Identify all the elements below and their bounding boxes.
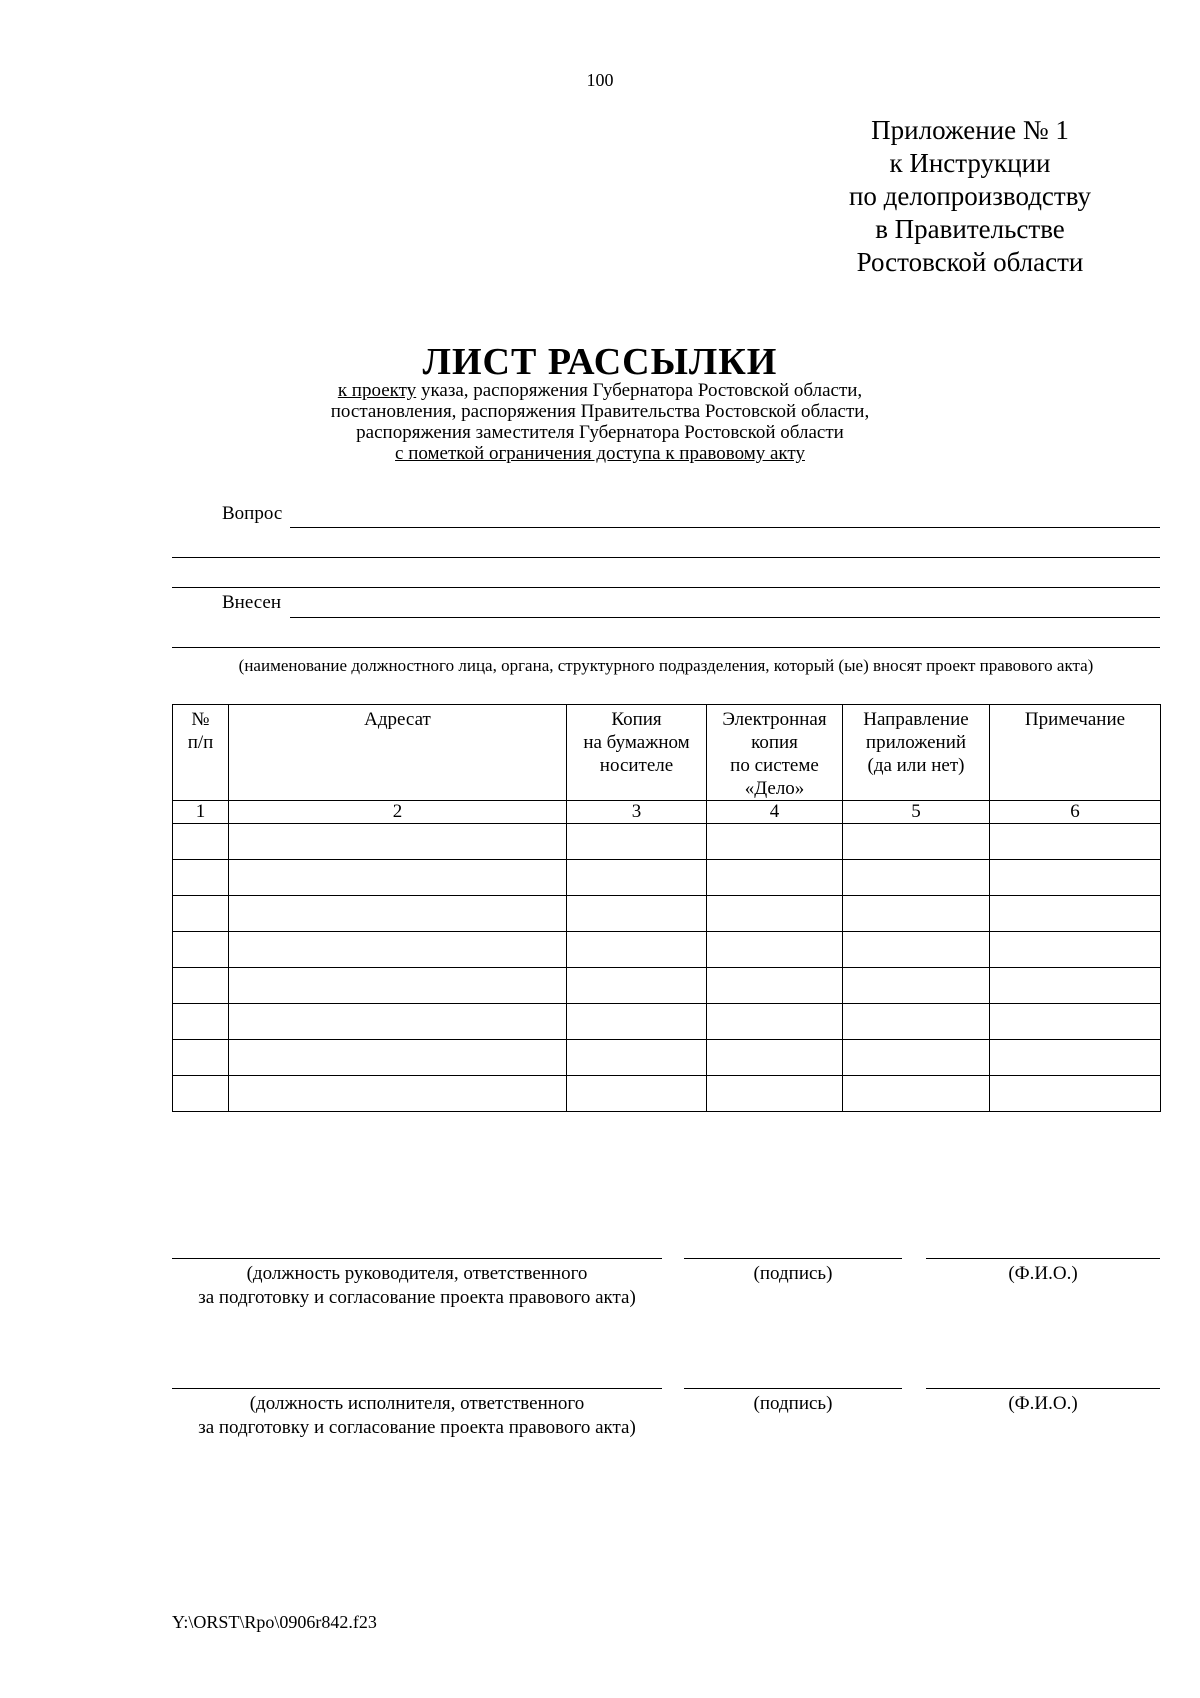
table-cell[interactable] — [843, 896, 990, 932]
table-cell[interactable] — [567, 932, 707, 968]
submitted-label: Внесен — [222, 592, 282, 613]
table-cell[interactable] — [229, 896, 567, 932]
subtitle-line: распоряжения заместителя Губернатора Ростовской области — [356, 422, 844, 443]
table-cell[interactable] — [843, 968, 990, 1004]
executor-signature-line[interactable] — [684, 1388, 902, 1389]
table-row — [173, 824, 1161, 860]
table-cell[interactable] — [843, 824, 990, 860]
table-row — [173, 1004, 1161, 1040]
appendix-header — [780, 114, 1160, 279]
column-number: 3 — [567, 801, 707, 824]
table-cell[interactable] — [990, 968, 1161, 1004]
table-cell[interactable] — [173, 1076, 229, 1112]
appendix-line: Ростовской области — [856, 247, 1084, 277]
table-cell[interactable] — [843, 932, 990, 968]
table-row — [173, 896, 1161, 932]
column-number: 5 — [843, 801, 990, 824]
column-number: 2 — [229, 801, 567, 824]
table-cell[interactable] — [229, 1040, 567, 1076]
document-subtitle — [0, 380, 1200, 464]
question-line-2[interactable] — [172, 557, 1160, 558]
submitted-caption: (наименование должностного лица, органа, структурного подразделения, который (ые) вносят проект правового акта) — [238, 656, 1094, 675]
submitted-line-2[interactable] — [172, 647, 1160, 648]
table-cell[interactable] — [707, 1040, 843, 1076]
distribution-table — [172, 704, 1161, 1112]
appendix-line: к Инструкции — [889, 148, 1051, 178]
question-line[interactable] — [290, 527, 1160, 528]
question-line-3[interactable] — [172, 587, 1160, 588]
manager-position-line[interactable] — [172, 1258, 662, 1259]
column-number: 6 — [990, 801, 1161, 824]
table-cell[interactable] — [990, 1004, 1161, 1040]
question-label: Вопрос — [222, 503, 283, 524]
column-header-paper-copy: Копия на бумажном носителе — [567, 705, 707, 801]
table-row — [173, 968, 1161, 1004]
column-number-row — [173, 801, 1161, 824]
column-header-addressee: Адресат — [229, 705, 567, 801]
table-cell[interactable] — [990, 1076, 1161, 1112]
table-cell[interactable] — [173, 824, 229, 860]
manager-signature-caption: (подпись) — [753, 1263, 833, 1284]
manager-signature-line[interactable] — [684, 1258, 902, 1259]
table-cell[interactable] — [707, 968, 843, 1004]
column-header-note: Примечание — [990, 705, 1161, 801]
table-cell[interactable] — [707, 896, 843, 932]
table-cell[interactable] — [173, 896, 229, 932]
table-cell[interactable] — [990, 860, 1161, 896]
table-cell[interactable] — [707, 1004, 843, 1040]
table-cell[interactable] — [229, 824, 567, 860]
table-row — [173, 932, 1161, 968]
appendix-line: Приложение № 1 — [871, 115, 1069, 145]
table-cell[interactable] — [567, 1004, 707, 1040]
subtitle-line — [0, 380, 1200, 401]
page-number: 100 — [586, 70, 614, 90]
table-cell[interactable] — [229, 932, 567, 968]
caption-line: за подготовку и согласование проекта правового акта) — [198, 1417, 636, 1438]
subtitle-line: с пометкой ограничения доступа к правовому акту — [395, 443, 805, 464]
appendix-line: в Правительстве — [875, 214, 1065, 244]
table-cell[interactable] — [990, 896, 1161, 932]
subtitle-text: указа, распоряжения Губернатора Ростовской области, — [416, 380, 863, 401]
column-number: 1 — [173, 801, 229, 824]
table-cell[interactable] — [229, 1004, 567, 1040]
executor-name-caption: (Ф.И.О.) — [1008, 1393, 1078, 1414]
table-cell[interactable] — [843, 860, 990, 896]
table-row — [173, 860, 1161, 896]
subtitle-line: постановления, распоряжения Правительства Ростовской области, — [330, 401, 870, 422]
caption-line: (должность руководителя, ответственного — [246, 1263, 588, 1284]
caption-line: за подготовку и согласование проекта правового акта) — [198, 1287, 636, 1308]
table-cell[interactable] — [990, 1040, 1161, 1076]
table-cell[interactable] — [990, 824, 1161, 860]
table-cell[interactable] — [567, 968, 707, 1004]
table-cell[interactable] — [229, 968, 567, 1004]
executor-signature-caption: (подпись) — [753, 1393, 833, 1414]
column-header-number: № п/п — [173, 705, 229, 801]
document-title: ЛИСТ РАССЫЛКИ — [422, 341, 778, 383]
table-cell[interactable] — [567, 1076, 707, 1112]
column-header-electronic-copy: Электронная копия по системе «Дело» — [707, 705, 843, 801]
table-cell[interactable] — [843, 1004, 990, 1040]
table-cell[interactable] — [990, 932, 1161, 968]
column-number: 4 — [707, 801, 843, 824]
table-cell[interactable] — [843, 1040, 990, 1076]
footer-file-path: Y:\ORST\Rpo\0906r842.f23 — [172, 1612, 377, 1632]
table-cell[interactable] — [707, 860, 843, 896]
table-cell[interactable] — [567, 860, 707, 896]
table-header-row — [173, 705, 1161, 801]
table-row — [173, 1040, 1161, 1076]
subtitle-underlined: к проекту — [337, 380, 417, 401]
submitted-line[interactable] — [290, 617, 1160, 618]
table-cell[interactable] — [229, 1076, 567, 1112]
table-cell[interactable] — [843, 1076, 990, 1112]
table-cell[interactable] — [707, 1076, 843, 1112]
appendix-line: по делопроизводству — [848, 181, 1092, 211]
table-cell[interactable] — [173, 1004, 229, 1040]
table-cell[interactable] — [707, 824, 843, 860]
manager-name-caption: (Ф.И.О.) — [1008, 1263, 1078, 1284]
table-cell[interactable] — [567, 896, 707, 932]
table-cell[interactable] — [173, 932, 229, 968]
table-cell[interactable] — [707, 932, 843, 968]
executor-name-line[interactable] — [926, 1388, 1160, 1389]
column-header-attachments: Направление приложений (да или нет) — [843, 705, 990, 801]
table-cell[interactable] — [173, 860, 229, 896]
manager-position-caption — [172, 1262, 662, 1310]
executor-position-caption — [172, 1392, 662, 1440]
table-cell[interactable] — [567, 824, 707, 860]
table-cell[interactable] — [229, 860, 567, 896]
table-cell[interactable] — [173, 968, 229, 1004]
caption-line: (должность исполнителя, ответственного — [249, 1393, 585, 1414]
manager-name-line[interactable] — [926, 1258, 1160, 1259]
table-cell[interactable] — [567, 1040, 707, 1076]
table-row — [173, 1076, 1161, 1112]
executor-position-line[interactable] — [172, 1388, 662, 1389]
table-cell[interactable] — [173, 1040, 229, 1076]
